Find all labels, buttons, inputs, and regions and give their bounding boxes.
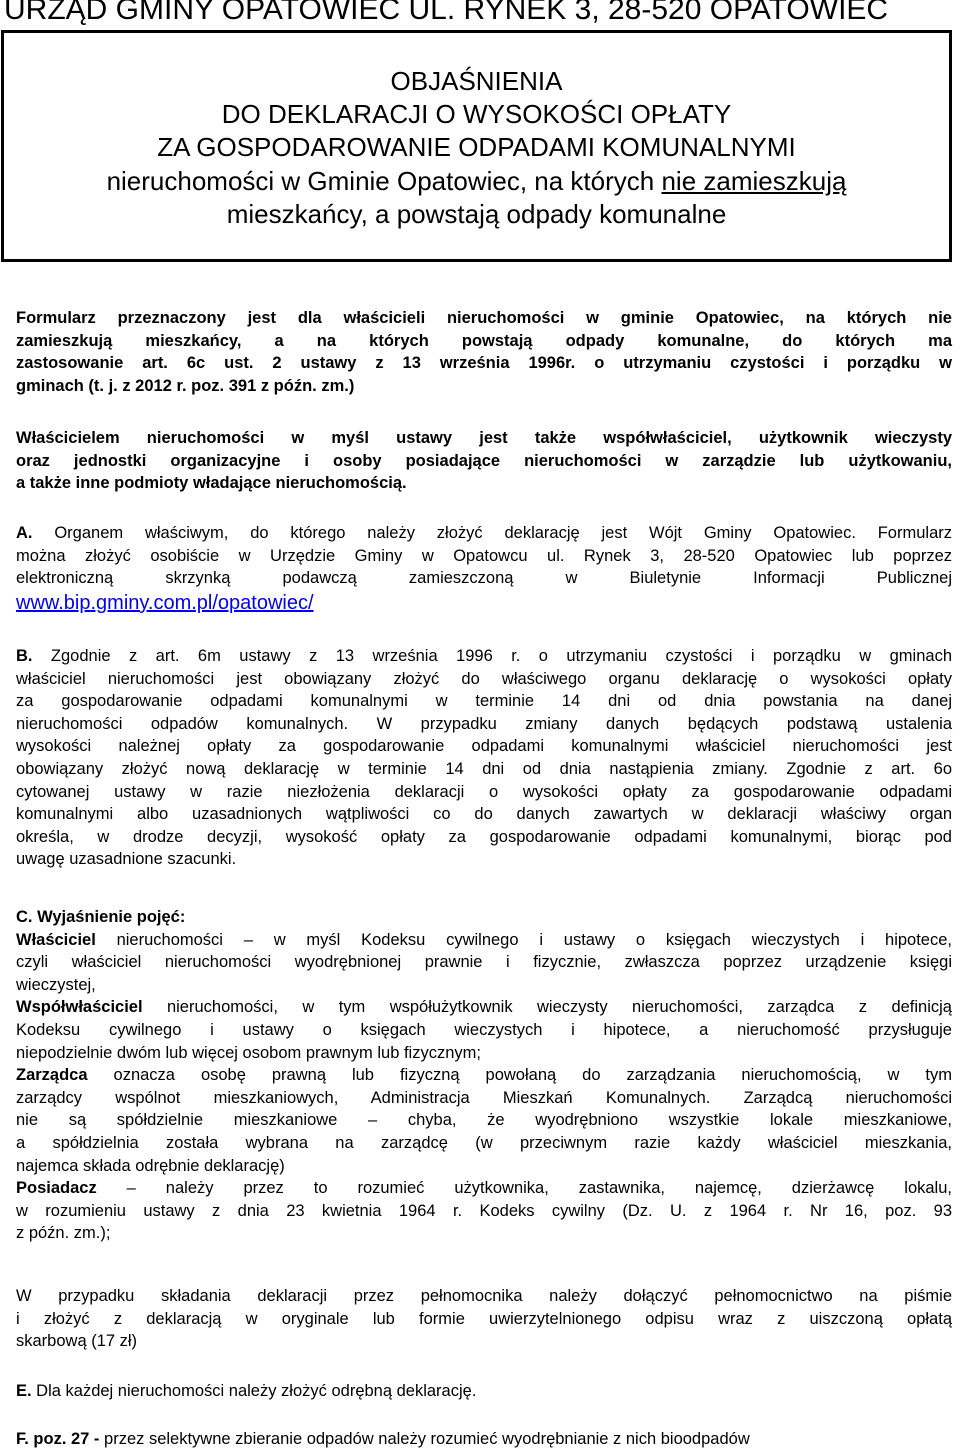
section-b-line: określa, w drodze decyzji, wysokość opłaty za gospodarowanie odpadami komunalnymi, biorąc pod	[16, 827, 952, 846]
power-of-attorney-paragraph	[16, 1285, 952, 1353]
manager-term-line	[16, 1064, 952, 1087]
manager-term-line: zarządcy wspólnot mieszkaniowych, Administracja Mieszkań Komunalnych. Zarządcą nieruchomości	[16, 1088, 952, 1107]
section-b-line: obowiązany złożyć nową deklarację w terminie 14 dni od dnia nastąpienia zmiany. Zgodnie z art. 6o	[16, 759, 952, 778]
section-b-line: właściciel nieruchomości jest obowiązany złożyć do właściwego organu deklarację o wysokości opłaty	[16, 669, 952, 688]
section-b-line-1	[16, 645, 952, 668]
title-line-4-text: nieruchomości w Gminie Opatowiec, na których	[106, 166, 662, 196]
section-c-heading: C. Wyjaśnienie pojęć:	[16, 908, 186, 926]
holder-term-line: w rozumieniu ustawy z dnia 23 kwietnia 1964 r. Kodeks cywilny (Dz. U. z 1964 r. Nr 16, poz. 93	[16, 1201, 952, 1220]
holder-term-line: z późn. zm.);	[16, 1224, 111, 1243]
section-a-line-4	[16, 590, 952, 616]
section-a-line-2: można złożyć osobiście w Urzędzie Gminy w Opatowcu ul. Rynek 3, 28-520 Opatowiec lub poprzez	[16, 546, 952, 565]
section-f-text: przez selektywne zbieranie odpadów należy rozumieć wyodrębnianie z nich bioodpadów	[99, 1430, 750, 1448]
owner-term-line: czyli właściciel nieruchomości wyodrębnionej prawnie i fizycznie, zwłaszcza poprzez urządzenie księgi	[16, 953, 952, 972]
owner-def-line: a także inne podmioty władające nieruchomością.	[16, 474, 407, 493]
bip-link[interactable]: www.bip.gminy.com.pl/opatowiec/	[16, 591, 314, 614]
section-b-line: komunalnymi albo uzasadnionych wątpliwości co do danych zawartych w deklaracji właściwy organ	[16, 805, 952, 824]
section-e	[16, 1380, 952, 1403]
owner-definition-paragraph	[16, 427, 952, 495]
owner-term-text: nieruchomości – w myśl Kodeksu cywilnego i ustawy o księgach wieczystych i hipotece,	[95, 930, 952, 949]
manager-term-line: nie są spółdzielnie mieszkaniowe – chyba, że wyodrębniono wszystkie lokale mieszkaniowe,	[16, 1111, 952, 1130]
section-b-letter: B.	[16, 647, 33, 665]
poa-line: i złożyć z deklaracją w oryginale lub formie uwierzytelnionego odpisu wraz z uiszczoną opłatą	[16, 1309, 952, 1328]
title-line-4	[4, 166, 949, 196]
manager-term-line: a spółdzielnia została wybrana na zarządcę (w przeciwnym razie każdy właściciel mieszkania,	[16, 1133, 952, 1152]
owner-def-line: oraz jednostki organizacyjne i osoby posiadające nieruchomości w zarządzie lub użytkowaniu,	[16, 451, 952, 470]
section-b-line: uwagę uzasadnione szacunki.	[16, 850, 237, 869]
intro-line: Formularz przeznaczony jest dla właścicieli nieruchomości w gminie Opatowiec, na których nie	[16, 309, 952, 327]
co-owner-term-line: Kodeksu cywilnego i ustawy o księgach wieczystych i hipotece, a nieruchomość przysługuje	[16, 1020, 952, 1039]
co-owner-term-line: niepodzielnie dwóm lub więcej osobom prawnym lub fizycznym;	[16, 1043, 481, 1062]
section-e-text: Dla każdej nieruchomości należy złożyć odrębną deklarację.	[31, 1382, 477, 1400]
intro-line: zastosowanie art. 6c ust. 2 ustawy z 13 września 1996r. o utrzymaniu czystości i porządku w	[16, 354, 952, 373]
co-owner-term-line	[16, 996, 952, 1019]
section-b-line: nieruchomości odpadów komunalnych. W przypadku zmiany danych będących podstawą ustalenia	[16, 714, 952, 733]
title-underlined-phrase: nie zamieszkują	[661, 166, 847, 196]
section-b-text: Zgodnie z art. 6m ustawy z 13 września 1996 r. o utrzymaniu czystości i porządku w gminach	[32, 647, 952, 665]
section-f-prefix: F. poz. 27 -	[16, 1430, 100, 1448]
manager-term: Zarządca	[16, 1066, 88, 1085]
poa-line: W przypadku składania deklaracji przez pełnomocnika należy dołączyć pełnomocnictwo na piśmie	[16, 1287, 952, 1305]
section-f-line	[16, 1428, 952, 1451]
section-a-line-1	[16, 522, 952, 545]
title-line-3: ZA GOSPODAROWANIE ODPADAMI KOMUNALNYMI	[157, 132, 796, 162]
owner-term-line: wieczystej,	[16, 975, 96, 994]
section-f	[16, 1428, 952, 1451]
title-line-2: DO DEKLARACJI O WYSOKOŚCI OPŁATY	[221, 99, 732, 129]
co-owner-term: Współwłaściciel	[16, 998, 143, 1017]
section-a-letter: A.	[16, 524, 33, 542]
intro-paragraph	[16, 307, 952, 397]
section-c	[16, 906, 952, 1245]
manager-term-text: oznacza osobę prawną lub fizyczną powołaną do zarządzania nieruchomością, w tym	[87, 1066, 952, 1085]
section-a	[16, 522, 952, 616]
section-a-text: Organem właściwym, do którego należy złożyć deklarację jest Wójt Gminy Opatowiec. Formularz	[32, 524, 952, 542]
title-box	[1, 30, 952, 262]
section-a-line-3: elektroniczną skrzynką podawczą zamieszczoną w Biuletynie Informacji Publicznej	[16, 569, 952, 588]
holder-term: Posiadacz	[16, 1179, 97, 1198]
title-line-5: mieszkańcy, a powstają odpady komunalne	[226, 199, 727, 229]
section-b-line: za gospodarowanie odpadami komunalnymi w terminie 14 dni od dnia powstania na danej	[16, 692, 952, 711]
office-address-header: URZĄD GMINY OPATOWIEC UL. RYNEK 3, 28-520 OPATOWIEC	[4, 0, 889, 26]
poa-line: skarbową (17 zł)	[16, 1332, 138, 1351]
co-owner-term-text: nieruchomości, w tym współużytkownik wieczysty nieruchomości, zarządca z definicją	[142, 998, 952, 1017]
section-e-letter: E.	[16, 1382, 32, 1400]
owner-def-line: Właścicielem nieruchomości w myśl ustawy jest także współwłaściciel, użytkownik wieczysty	[16, 429, 952, 447]
section-b	[16, 645, 952, 871]
intro-line: gminach (t. j. z 2012 r. poz. 391 z późn. zm.)	[16, 376, 355, 395]
section-e-line	[16, 1380, 952, 1403]
section-b-line: cytowanej ustawy w razie niezłożenia deklaracji o wysokości opłaty za gospodarowanie odpadami	[16, 782, 952, 801]
holder-term-text: – należy przez to rozumieć użytkownika, zastawnika, najemcę, dzierżawcę lokalu,	[96, 1179, 952, 1198]
title-line-1: OBJAŚNIENIA	[390, 66, 563, 96]
manager-term-line: najemca składa odrębnie deklarację)	[16, 1156, 285, 1175]
holder-term-line	[16, 1177, 952, 1200]
section-b-line: wysokości należnej opłaty za gospodarowanie odpadami komunalnymi właściciel nieruchomości jest	[16, 737, 952, 756]
owner-term: Właściciel	[16, 930, 96, 949]
intro-line: zamieszkują mieszkańcy, a na których powstają odpady komunalne, do których ma	[16, 331, 952, 350]
owner-term-line	[16, 929, 952, 952]
